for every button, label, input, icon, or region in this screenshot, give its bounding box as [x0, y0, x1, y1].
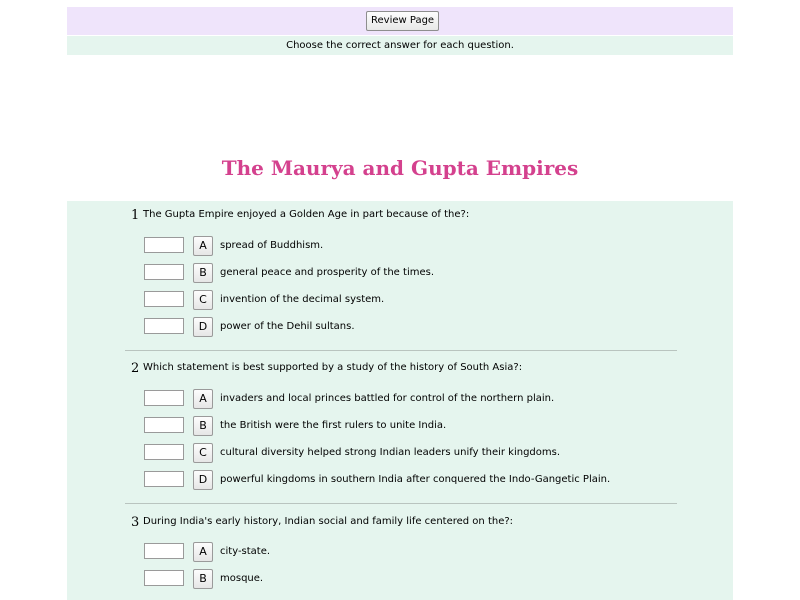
- answer-box[interactable]: [144, 390, 184, 406]
- answer-box[interactable]: [144, 417, 184, 433]
- option-row: [144, 264, 684, 284]
- option-b-button[interactable]: B: [193, 416, 213, 436]
- option-text: power of the Dehil sultans.: [220, 321, 355, 332]
- option-d-button[interactable]: D: [193, 470, 213, 490]
- question-divider: [125, 503, 677, 504]
- option-text: mosque.: [220, 573, 264, 584]
- question-divider: [125, 350, 677, 351]
- instructions: Choose the correct answer for each question.: [67, 36, 733, 55]
- answer-box[interactable]: [144, 264, 184, 280]
- option-text: city-state.: [220, 546, 271, 557]
- question-text: During India's early history, Indian social and family life centered on the?:: [143, 516, 514, 527]
- question-number: 2: [131, 361, 140, 376]
- option-a-button[interactable]: A: [193, 542, 213, 562]
- option-row: [144, 417, 684, 437]
- answer-box[interactable]: [144, 237, 184, 253]
- answer-box[interactable]: [144, 471, 184, 487]
- answer-box[interactable]: [144, 444, 184, 460]
- option-text: spread of Buddhism.: [220, 240, 324, 251]
- option-text: the British were the first rulers to unite India.: [220, 420, 447, 431]
- option-a-button[interactable]: A: [193, 236, 213, 256]
- option-row: [144, 291, 684, 311]
- option-d-button[interactable]: D: [193, 317, 213, 337]
- option-text: invaders and local princes battled for control of the northern plain.: [220, 393, 555, 404]
- answer-box[interactable]: [144, 570, 184, 586]
- question-3: [125, 512, 685, 585]
- question-1: [125, 205, 685, 333]
- question-number: 1: [131, 208, 140, 223]
- option-c-button[interactable]: C: [193, 290, 213, 310]
- option-row: [144, 390, 684, 410]
- option-a-button[interactable]: A: [193, 389, 213, 409]
- question-text: Which statement is best supported by a study of the history of South Asia?:: [143, 362, 523, 373]
- option-text: invention of the decimal system.: [220, 294, 385, 305]
- option-c-button[interactable]: C: [193, 443, 213, 463]
- option-b-button[interactable]: B: [193, 569, 213, 589]
- answer-box[interactable]: [144, 318, 184, 334]
- question-text: The Gupta Empire enjoyed a Golden Age in part because of the?:: [143, 209, 470, 220]
- option-row: [144, 237, 684, 257]
- option-row: [144, 570, 684, 590]
- option-row: [144, 471, 684, 491]
- answer-box[interactable]: [144, 543, 184, 559]
- option-b-button[interactable]: B: [193, 263, 213, 283]
- question-2: [125, 358, 685, 486]
- option-row: [144, 444, 684, 464]
- question-number: 3: [131, 515, 140, 530]
- option-row: [144, 543, 684, 563]
- option-text: general peace and prosperity of the times.: [220, 267, 434, 278]
- option-text: cultural diversity helped strong Indian leaders unify their kingdoms.: [220, 447, 561, 458]
- page-title: The Maurya and Gupta Empires: [221, 156, 579, 180]
- answer-box[interactable]: [144, 291, 184, 307]
- option-text: powerful kingdoms in southern India after conquered the Indo-Gangetic Plain.: [220, 474, 611, 485]
- review-page-button[interactable]: Review Page: [366, 11, 439, 31]
- option-row: [144, 318, 684, 338]
